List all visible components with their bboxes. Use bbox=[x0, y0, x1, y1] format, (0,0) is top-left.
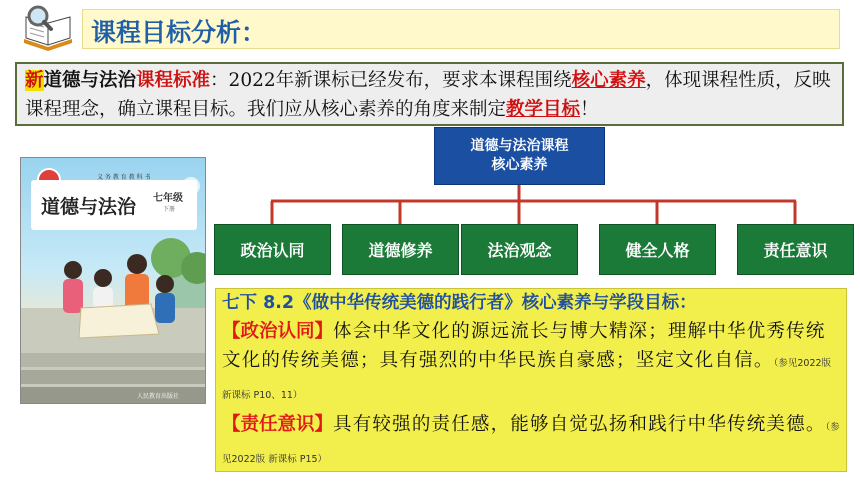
intro-prefix: 新 bbox=[25, 70, 44, 91]
goal-text-responsibility: 具有较强的责任感，能够自觉弘扬和践行中华传统美德。 bbox=[333, 414, 826, 435]
textbook-cover bbox=[20, 157, 206, 404]
intro-subject: 道德与法治 bbox=[43, 70, 137, 91]
intro-box bbox=[15, 62, 844, 126]
node-political-identity: 政治认同 bbox=[214, 224, 331, 275]
node-rule-of-law: 法治观念 bbox=[461, 224, 578, 275]
diagram-connectors bbox=[213, 183, 853, 228]
book-name: 道德与法治 bbox=[41, 196, 137, 218]
book-publisher: 人民教育出版社 bbox=[137, 393, 180, 400]
goal-responsibility bbox=[222, 410, 840, 474]
node-sound-personality: 健全人格 bbox=[599, 224, 716, 275]
intro-keyword-teaching-goals: 教学目标 bbox=[506, 99, 581, 120]
goals-heading: 七下 8.2《做中华传统美德的践行者》核心素养与学段目标： bbox=[222, 293, 697, 313]
goal-political-identity bbox=[222, 317, 840, 410]
book-volume: 下册 bbox=[163, 206, 176, 213]
root-line-1: 道德与法治课程 bbox=[470, 138, 569, 154]
intro-keyword-core-literacy: 核心素养 bbox=[571, 70, 646, 91]
goal-text-political-identity: 体会中华文化的源远流长与博大精深；理解中华优秀传统文化的传统美德；具有强烈的中华民族自豪感；坚定文化自信。 bbox=[222, 321, 826, 371]
intro-standard: 课程标准 bbox=[136, 70, 211, 91]
title-bar bbox=[82, 9, 840, 49]
goal-tag-responsibility: 【责任意识】 bbox=[222, 414, 334, 435]
page-title: 课程目标分析： bbox=[91, 18, 267, 47]
book-grade: 七年级 bbox=[153, 193, 183, 204]
node-responsibility: 责任意识 bbox=[737, 224, 854, 275]
goal-note-political-identity: （参见2022版 新课标 P10、11） bbox=[222, 358, 832, 401]
goal-tag-political-identity: 【政治认同】 bbox=[222, 321, 334, 342]
node-moral-cultivation: 道德修养 bbox=[342, 224, 459, 275]
goal-note-responsibility: （参见2022版 新课标 P15） bbox=[222, 422, 840, 465]
book-series: 义 务 教 育 教 科 书 bbox=[97, 174, 151, 181]
goals-box bbox=[215, 288, 847, 472]
core-literacy-root-box bbox=[434, 127, 605, 185]
intro-text-1: ：2022年新课标已经发布，要求本课程围绕 bbox=[210, 70, 572, 91]
book-magnifier-icon bbox=[20, 5, 76, 51]
intro-text-2: ，体现课程性质，反映课程理念，确立课程目标。我们应从核心素养的角度来制定 bbox=[25, 70, 831, 120]
intro-text-3: ！ bbox=[580, 99, 599, 120]
root-line-2: 核心素养 bbox=[491, 157, 548, 173]
